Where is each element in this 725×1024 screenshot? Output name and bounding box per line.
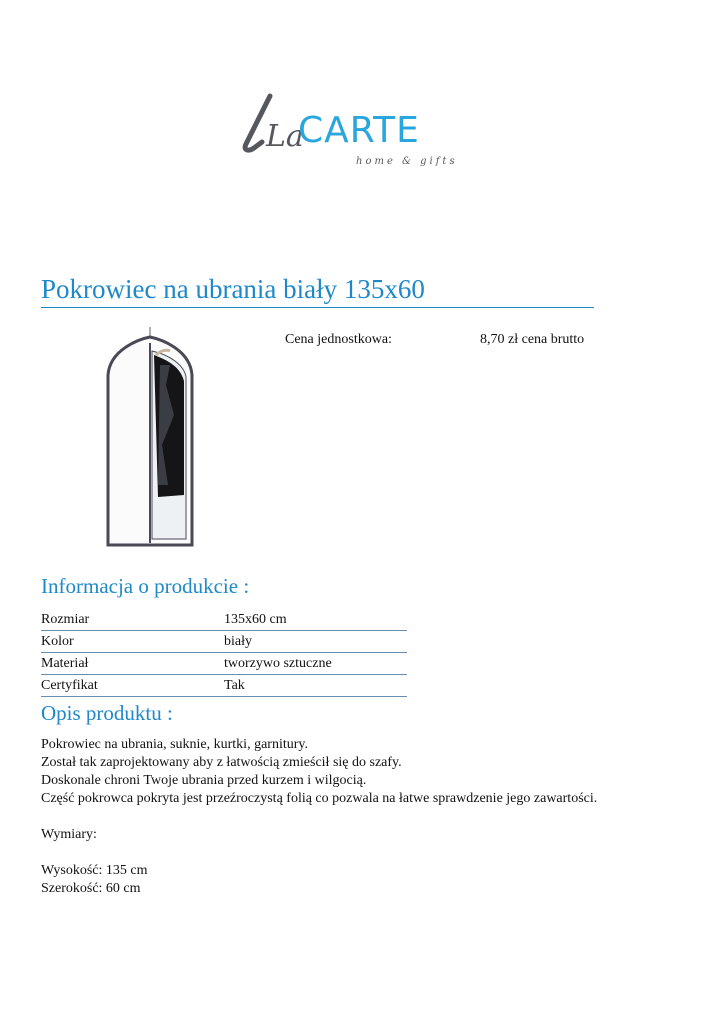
table-row bbox=[41, 653, 407, 675]
description-line: Został tak zaprojektowany aby z łatwością zmieścił się do szafy. bbox=[41, 755, 402, 770]
dimension-height: Wysokość: 135 cm bbox=[41, 863, 148, 878]
info-key: Certyfikat bbox=[41, 675, 224, 697]
info-table bbox=[41, 609, 407, 697]
table-row bbox=[41, 675, 407, 697]
description-line: Doskonale chroni Twoje ubrania przed kurzem i wilgocią. bbox=[41, 773, 367, 788]
info-heading: Informacja o produkcie : bbox=[41, 574, 250, 598]
info-value: biały bbox=[224, 631, 407, 653]
description-body bbox=[41, 736, 597, 898]
info-key: Rozmiar bbox=[41, 609, 224, 631]
description-line: Część pokrowca pokryta jest przeźroczystą folią co pozwala na łatwe sprawdzenie jego zawartości. bbox=[41, 791, 598, 806]
info-value: Tak bbox=[224, 675, 407, 697]
dimension-width: Szerokość: 60 cm bbox=[41, 881, 141, 896]
table-row bbox=[41, 609, 407, 631]
info-value: 135x60 cm bbox=[224, 609, 407, 631]
info-key: Kolor bbox=[41, 631, 224, 653]
info-key: Materiał bbox=[41, 653, 224, 675]
logo-tagline: home & gifts bbox=[356, 156, 455, 167]
garment-bag-image bbox=[100, 325, 200, 553]
price-value: 8,70 zł cena brutto bbox=[480, 332, 585, 347]
description-heading: Opis produktu : bbox=[41, 701, 173, 725]
dimensions-label: Wymiary: bbox=[41, 827, 97, 842]
info-value: tworzywo sztuczne bbox=[224, 653, 407, 675]
table-row bbox=[41, 631, 407, 653]
description-line: Pokrowiec na ubrania, suknie, kurtki, garnitury. bbox=[41, 737, 308, 752]
logo-caps-text: CARTE bbox=[298, 110, 420, 151]
product-title: Pokrowiec na ubrania biały 135x60 bbox=[41, 272, 594, 308]
logo-script-text: La bbox=[266, 119, 304, 154]
price-label: Cena jednostkowa: bbox=[285, 332, 392, 347]
lacarte-logo bbox=[240, 84, 455, 170]
